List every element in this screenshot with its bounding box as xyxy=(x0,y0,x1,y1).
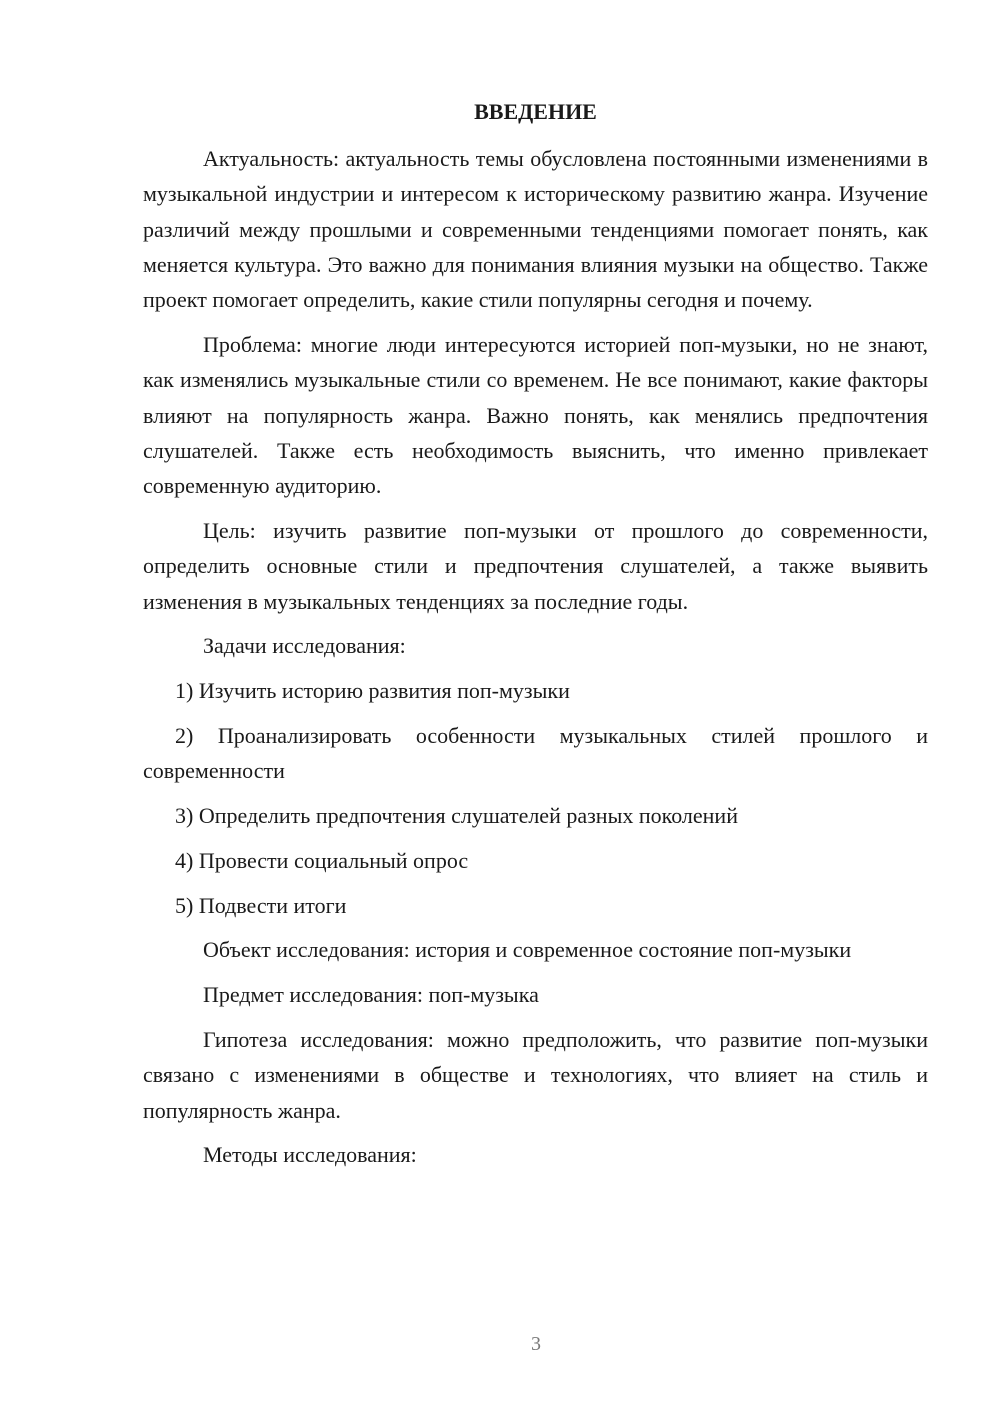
task-item-4: 4) Провести социальный опрос xyxy=(175,847,469,873)
section-heading: ВВЕДЕНИЕ xyxy=(474,99,597,124)
task-item-1: 1) Изучить историю развития поп-музыки xyxy=(175,678,570,704)
tasks-heading: Задачи исследования: xyxy=(203,633,406,659)
methods-heading: Методы исследования: xyxy=(203,1142,417,1168)
subject-paragraph: Предмет исследования: поп-музыка xyxy=(203,982,539,1008)
hypothesis-paragraph: Гипотеза исследования: можно предположить, что развитие поп-музыки связано с изменениями в обществе и технологиях, что влияет на стиль и популярность жанра. xyxy=(143,1027,928,1123)
relevance-paragraph: Актуальность: актуальность темы обусловлена постоянными изменениями в музыкальной индустрии и интересом к историческому развитию жанра. Изучение различий между прошлыми и современными тенденциями помогает понять, как меняется культура. Это важно для понимания влияния музыки на общество. Также проект помогает определить, какие стили популярны сегодня и почему. xyxy=(143,146,928,313)
goal-paragraph: Цель: изучить развитие поп-музыки от прошлого до современности, определить основные стили и предпочтения слушателей, а также выявить изменения в музыкальных тенденциях за последние годы. xyxy=(143,517,928,614)
task-item-2: 2) Проанализировать особенности музыкальных стилей прошлого и современности xyxy=(143,722,928,784)
page-number: 3 xyxy=(531,1333,541,1355)
object-paragraph: Объект исследования: история и современное состояние поп-музыки xyxy=(203,937,852,963)
task-item-3: 3) Определить предпочтения слушателей разных поколений xyxy=(175,803,738,829)
task-item-5: 5) Подвести итоги xyxy=(175,892,347,918)
problem-paragraph: Проблема: многие люди интересуются историей поп-музыки, но не знают, как изменялись музыкальные стили со временем. Не все понимают, какие факторы влияют на популярность жанра. Важно понять, как менялись предпочтения слушателей. Также есть необходимость выяснить, что именно привлекает современную аудиторию. xyxy=(143,331,928,499)
page-content xyxy=(143,94,928,1182)
